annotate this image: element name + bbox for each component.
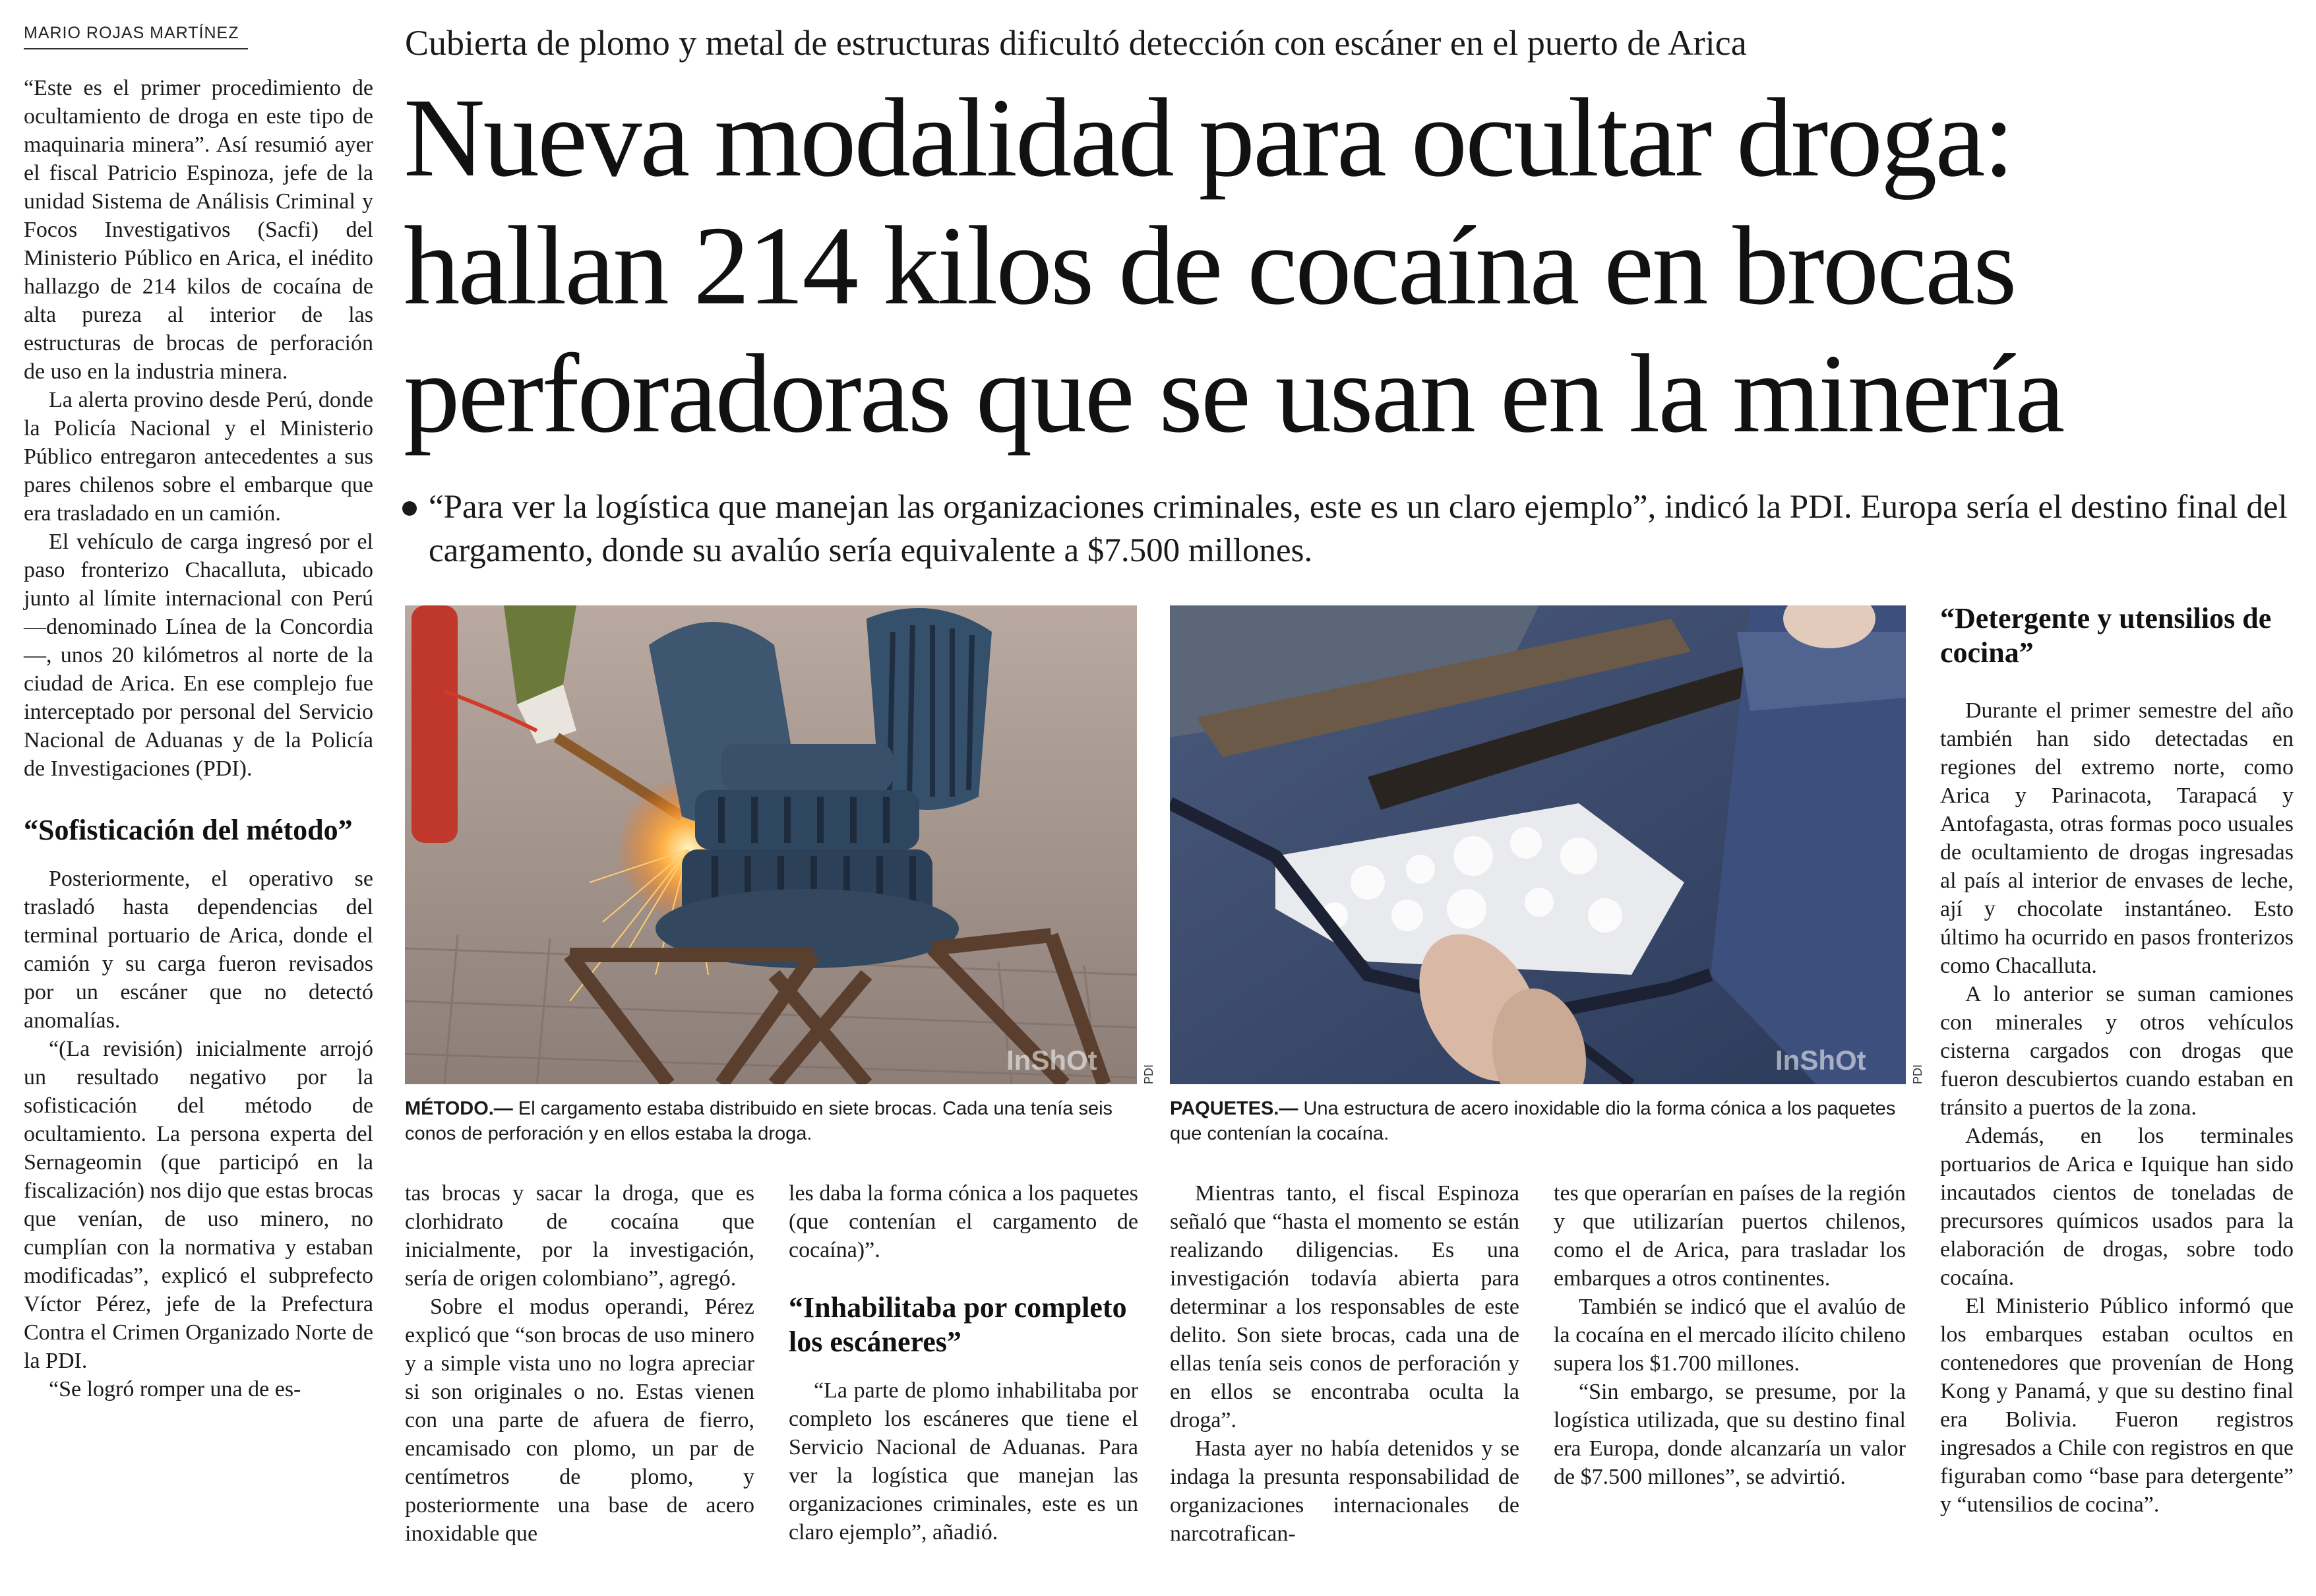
subhead: “Detergente y utensilios de cocina” <box>1940 602 2272 669</box>
article-column-4 <box>1170 1179 1519 1548</box>
subhead: “Sofisticación del método” <box>24 814 353 846</box>
photo-caption-1 <box>405 1096 1143 1146</box>
paragraph: Sobre el modus operandi, Pérez explicó que “son brocas de uso minero y a simple vista uno no logra apreciar si son originales o no. Estas vienen con una parte de afuera de fierro, encamisado con plomo, un par de centímetros de plomo, y posteriormente una base de acero inoxidable que <box>405 1295 754 1546</box>
headline-line: hallan 214 kilos de cocaína en brocas <box>404 203 2015 328</box>
paragraph: “Sin embargo, se presume, por la logística utilizada, que su destino final era Europa, donde alcanzaría un valor de $7.500 millones”, se advirtió. <box>1554 1380 1906 1489</box>
paragraph: tes que operarían en países de la región y que utilizarían puertos chilenos, como el de Arica, para trasladar los embarques a otros continentes. <box>1554 1181 1906 1291</box>
photo-credit: PDI <box>1142 1064 1155 1084</box>
paragraph: Posteriormente, el operativo se trasladó hasta dependencias del terminal portuario de Arica, donde el camión y su carga fueron revisados por un escáner que no detectó anomalías. <box>24 867 373 1033</box>
paragraph: “(La revisión) inicialmente arrojó un resultado negativo por la sofisticación del método de ocultamiento. La persona experta del Sernageomin (que participó en la fiscalización) nos dijo que estas brocas que venían, de uso minero, no cumplían con la normativa y estaban modificadas”, explicó el subprefecto Víctor Pérez, jefe de la Prefectura Contra el Crimen Organizado Norte de la PDI. <box>24 1037 373 1373</box>
paragraph: El vehículo de carga ingresó por el paso fronterizo Chacalluta, ubicado junto al límite internacional con Perú —denominado Línea de la Concordia—, unos 20 kilómetros al norte de la ciudad de Arica. En ese complejo fue interceptado por personal del Servicio Nacional de Aduanas y de la Policía de Investigaciones (PDI). <box>24 530 373 781</box>
article-column-5 <box>1554 1179 1906 1491</box>
photo-1 <box>405 605 1137 1084</box>
paragraph: La alerta provino desde Perú, donde la Policía Nacional y el Ministerio Público entregaron antecedentes a sus pares chilenos sobre el embarque que era trasladado en un camión. <box>24 388 373 526</box>
caption-label: MÉTODO.— <box>405 1098 513 1119</box>
paragraph: tas brocas y sacar la droga, que es clorhidrato de cocaína que inicialmente, por la investigación, sería de origen colombiano”, agregó. <box>405 1181 754 1291</box>
headline-line: Nueva modalidad para ocultar droga: <box>404 75 2013 200</box>
paragraph: “Este es el primer procedimiento de ocultamiento de droga en este tipo de maquinaria minera”. Así resumió ayer el fiscal Patricio Espinoza, jefe de la unidad Sistema de Análisis Criminal y Focos Investigativos (Sacfi) del Ministerio Público en Arica, el inédito hallazgo de 214 kilos de cocaína de alta pureza al interior de las estructuras de brocas de perforación de uso en la industria minera. <box>24 76 373 384</box>
kicker: Cubierta de plomo y metal de estructuras dificultó detección con escáner en el puerto de Arica <box>405 23 1747 63</box>
paragraph: “La parte de plomo inhabilitaba por completo los escáneres que tiene el Servicio Nacional de Aduanas. Para ver la logística que manejan las organizaciones criminales, este es un claro ejemplo”, añadió. <box>789 1378 1138 1545</box>
deck: “Para ver la logística que manejan las organizaciones criminales, este es un claro ejemplo”, indicó la PDI. Europa sería el destino final del cargamento, donde su avalúo sería equivalente a $7.500 millones. <box>429 489 2288 569</box>
paragraph: A lo anterior se suman camiones con minerales y otros vehículos cisterna cargados con drogas que fueron descubiertos cuando estaban en tránsito a puertos de la zona. <box>1940 982 2294 1120</box>
cocaine-packages-icon <box>1170 605 1906 1084</box>
headline <box>404 74 2303 458</box>
photo-credit: PDI <box>1911 1064 1924 1084</box>
article-column-2 <box>405 1179 754 1548</box>
headline-line: perforadoras que se usan en la minería <box>404 331 2063 456</box>
paragraph: les daba la forma cónica a los paquetes (que contenían el cargamento de cocaína)”. <box>789 1181 1138 1262</box>
photo-watermark: InShOt <box>1775 1045 1866 1076</box>
paragraph: “Se logró romper una de es- <box>49 1377 301 1401</box>
byline: MARIO ROJAS MARTÍNEZ <box>24 24 248 49</box>
paragraph: El Ministerio Público informó que los embarques estaban ocultos en contenedores que provenían de Hong Kong y Panamá, y que su destino final era Bolivia. Fueron registros ingresados a Chile con registros en que figuraban como “base para detergente” y “utensilios de cocina”. <box>1940 1294 2294 1517</box>
paragraph: Durante el primer semestre del año también han sido detectadas en regiones del extremo norte, como Arica y Parinacota, Tarapacá y Antofagasta, otras formas poco usuales de ocultamiento de drogas ingresadas al país al interior de envases de leche, ají y chocolate instantáneo. Esto último ha ocurrido en pasos fronterizos como Chacalluta. <box>1940 698 2294 978</box>
caption-text: El cargamento estaba distribuido en siete brocas. Cada una tenía seis conos de perforación y en ellos estaba la droga. <box>405 1098 1113 1144</box>
caption-text: Una estructura de acero inoxidable dio la forma cónica a los paquetes que contenían la cocaína. <box>1170 1098 1896 1144</box>
caption-label: PAQUETES.— <box>1170 1098 1298 1119</box>
paragraph: Mientras tanto, el fiscal Espinoza señaló que “hasta el momento se están realizando diligencias. Es una investigación todavía abierta para determinar a los responsables de este delito. Son siete brocas, cada una de ellas tenía seis conos de perforación y en ellos se encontraba oculta la droga”. <box>1170 1181 1519 1432</box>
paragraph: Además, en los terminales portuarios de Arica e Iquique han sido incautados cientos de toneladas de precursores químicos usados para la elaboración de drogas, sobre todo cocaína. <box>1940 1124 2294 1290</box>
bullet-icon <box>402 501 417 516</box>
photo-2 <box>1170 605 1906 1084</box>
article-column-1 <box>24 74 373 1403</box>
paragraph: También se indicó que el avalúo de la cocaína en el mercado ilícito chileno supera los $1.700 millones. <box>1554 1295 1906 1376</box>
paragraph: Hasta ayer no había detenidos y se indaga la presunta responsabilidad de organizaciones internacionales de narcotrafican- <box>1170 1436 1519 1546</box>
article-column-3 <box>789 1179 1138 1547</box>
photo-watermark: InShOt <box>1006 1045 1097 1076</box>
subhead: “Inhabilitaba por completo los escáneres” <box>789 1291 1127 1358</box>
drill-bits-welding-icon <box>405 605 1137 1084</box>
article-column-6 <box>1940 601 2294 1519</box>
photo-caption-2 <box>1170 1096 1912 1146</box>
